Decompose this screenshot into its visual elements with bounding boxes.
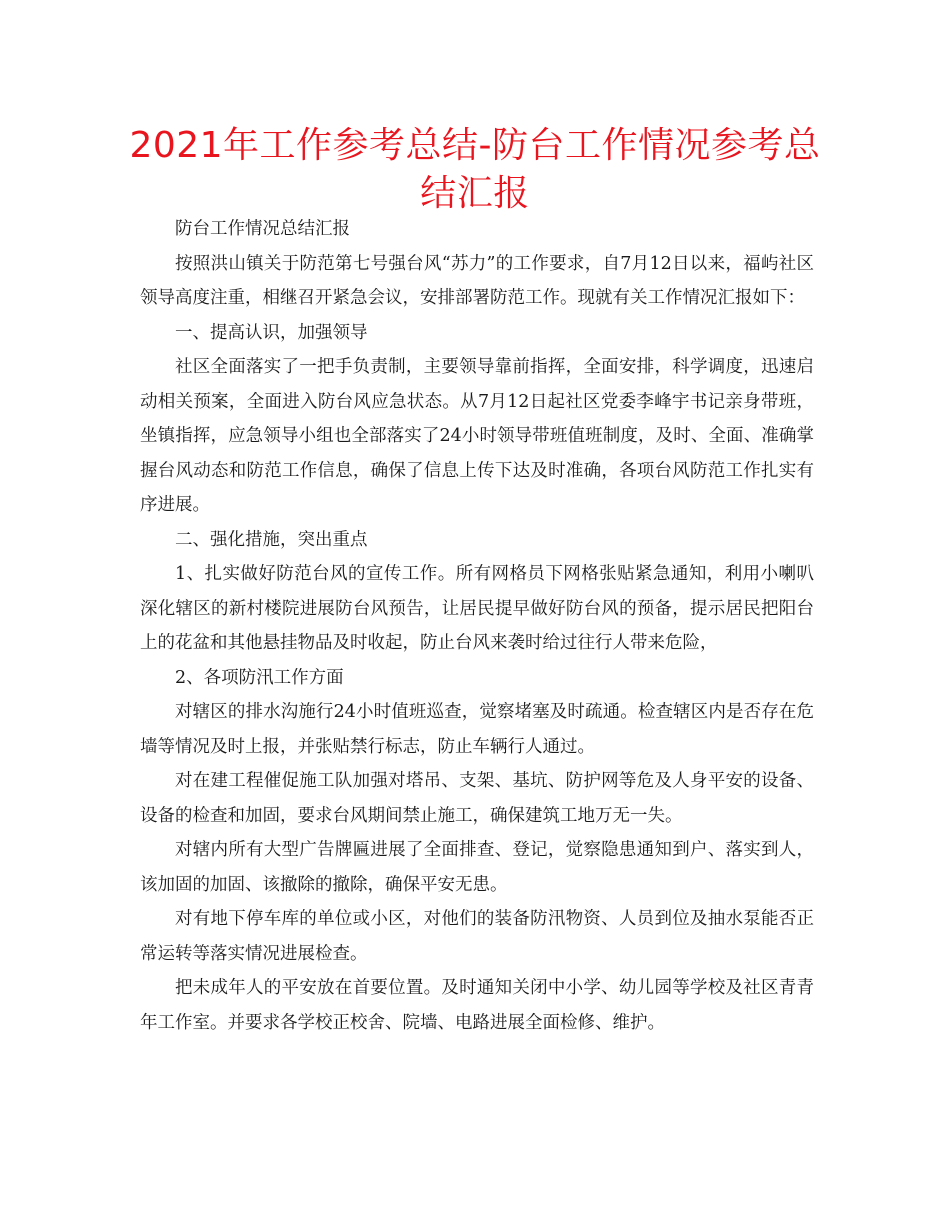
section-heading-1: 一、提高认识，加强领导 (175, 322, 368, 343)
body-paragraph: 1、扎实做好防范台风的宣传工作。所有网格员下网格张贴紧急通知，利用小喇叭深化辖区的新村楼院进展防台风预告，让居民提早做好防台风的预备，提示居民把阳台上的花盆和其他悬挂物品及时收起，防止台风来袭时给过往行人带来危险， (140, 564, 814, 653)
body-paragraph: 把未成年人的平安放在首要位置。及时通知关闭中小学、幼儿园等学校及社区青青年工作室。并要求各学校正校舍、院墙、电路进展全面检修、维护。 (140, 978, 814, 1033)
document-title: 2021年工作参考总结-防台工作情况参考总结汇报 (129, 125, 821, 214)
body-paragraph: 对有地下停车库的单位或小区，对他们的装备防汛物资、人员到位及抽水泵能否正常运转等落实情况进展检查。 (140, 909, 814, 964)
subtitle-paragraph: 防台工作情况总结汇报 (175, 219, 350, 239)
section-heading-2: 二、强化措施，突出重点 (175, 529, 368, 550)
intro-paragraph: 按照洪山镇关于防范第七号强台风“苏力”的工作要求，自7月12日以来，福屿社区领导高度注重，相继召开紧急会议，安排部署防范工作。现就有关工作情况汇报如下： (140, 253, 814, 308)
body-paragraph: 对辖内所有大型广告牌匾进展了全面排查、登记，觉察隐患通知到户、落实到人，该加固的加固、该撤除的撤除，确保平安无患。 (140, 840, 814, 895)
body-paragraph: 对在建工程催促施工队加强对塔吊、支架、基坑、防护网等危及人身平安的设备、设备的检查和加固，要求台风期间禁止施工，确保建筑工地万无一失。 (140, 771, 814, 826)
body-paragraph: 对辖区的排水沟施行24小时值班巡查，觉察堵塞及时疏通。检查辖区内是否存在危墙等情况及时上报，并张贴禁行标志，防止车辆行人通过。 (140, 702, 814, 757)
body-paragraph: 社区全面落实了一把手负责制，主要领导靠前指挥，全面安排，科学调度，迅速启动相关预案，全面进入防台风应急状态。从7月12日起社区党委李峰宇书记亲身带班，坐镇指挥，应急领导小组也全部落实了24小时领导带班值班制度，及时、全面、准确掌握台风动态和防范工作信息，确保了信息上传下达及时准确，各项台风防范工作扎实有序进展。 (140, 357, 814, 515)
subsection-heading: 2、各项防汛工作方面 (175, 667, 344, 688)
document-body (140, 212, 814, 1040)
